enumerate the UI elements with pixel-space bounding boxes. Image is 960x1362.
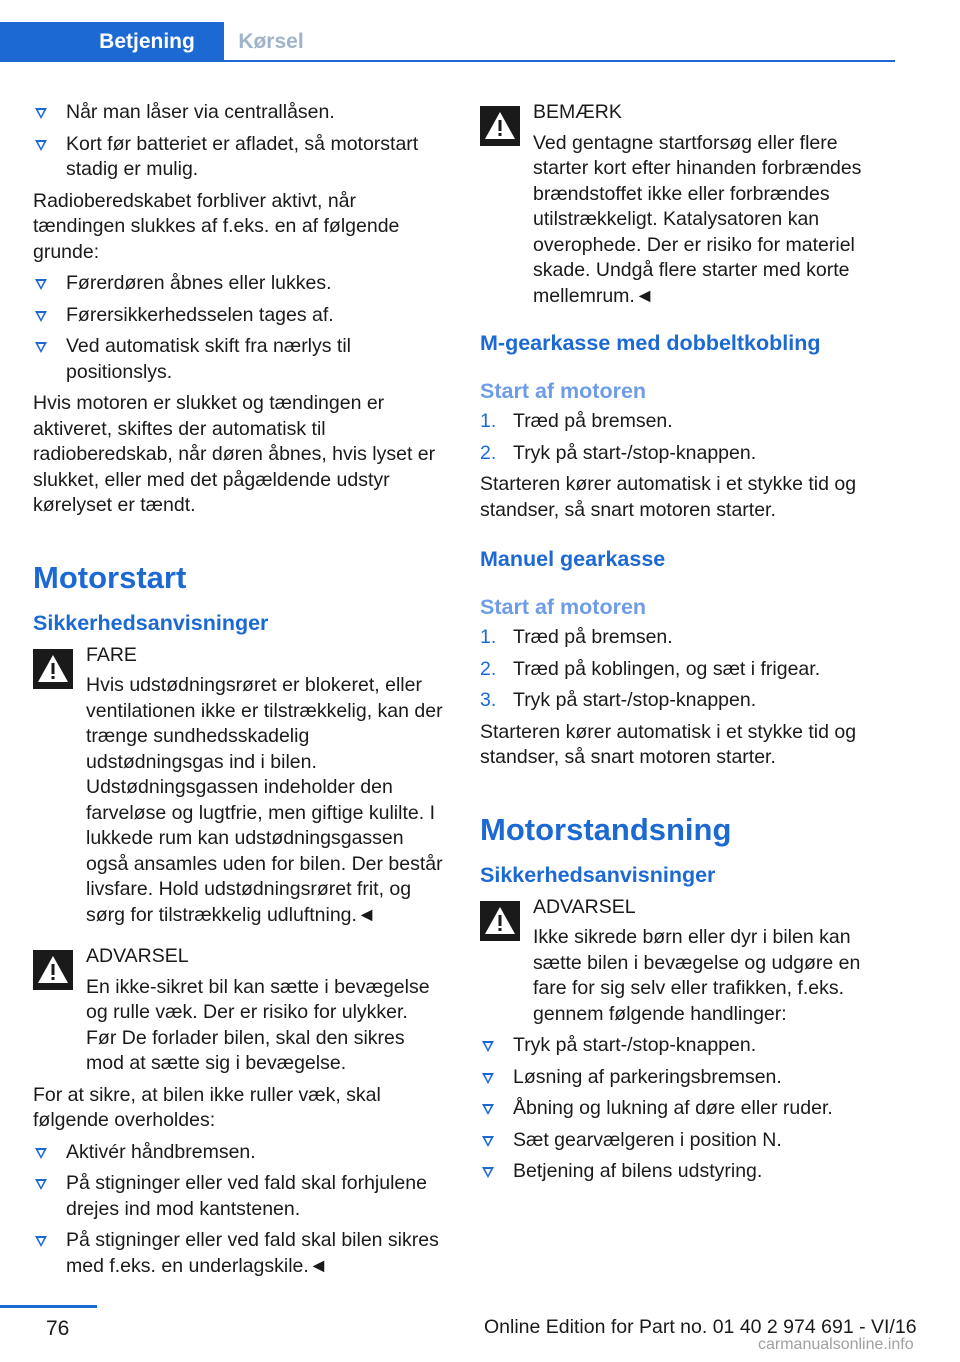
- triangle-bullet-icon: [482, 1167, 494, 1178]
- list-item: 1. Træd på bremsen.: [480, 626, 673, 648]
- notice-text: Ikke sikrede børn eller dyr i bilen kan sætte bilen i bevægelse og udgøre en fare for sig selv eller trafikken, f.eks. gennem følgende handlinger:: [533, 926, 861, 1025]
- triangle-bullet-icon: [482, 1073, 494, 1084]
- header-bar: [0, 0, 895, 62]
- bullet-list: [480, 1033, 890, 1185]
- warning-triangle-icon: [480, 901, 520, 941]
- notice-label: FARE: [86, 643, 137, 666]
- triangle-bullet-icon: [35, 311, 47, 322]
- tab-label: Betjening: [99, 30, 195, 53]
- section-title: Motorstart: [33, 559, 187, 595]
- warning-triangle-icon: [33, 950, 73, 990]
- tab-label: Kørsel: [238, 30, 304, 53]
- section-heading: Manuel gearkasse: [480, 547, 666, 571]
- tab-korsel[interactable]: [224, 22, 318, 60]
- list-item: 3. Tryk på start-/stop-knappen.: [480, 689, 757, 711]
- watermark: carmanualsonline.info: [758, 1336, 914, 1353]
- numbered-list: [480, 409, 890, 466]
- subsection-heading: Start af motoren: [480, 379, 647, 403]
- triangle-bullet-icon: [35, 1179, 47, 1190]
- list-item: På stigninger eller ved fald skal forhjulene drejes ind mod kantstenen.: [33, 1171, 443, 1222]
- list-item: Ved automatisk skift fra nærlys til positionslys.: [33, 334, 443, 385]
- warning-triangle-icon: [480, 106, 520, 146]
- notice-label: ADVARSEL: [533, 895, 636, 918]
- subsection-heading: Start af motoren: [480, 595, 647, 619]
- note-notice: [480, 100, 890, 309]
- list-item: Løsning af parkeringsbremsen.: [480, 1065, 890, 1091]
- triangle-bullet-icon: [35, 108, 47, 119]
- notice-text: En ikke-sikret bil kan sætte i bevægelse og rulle væk. Der er risiko for ulykker. Før De forlader bilen, skal den sikres mod at sætte sig i bevægelse.: [86, 975, 430, 1074]
- bullet-list: [33, 100, 443, 183]
- numbered-list: [480, 625, 890, 714]
- list-item: 1. Træd på bremsen.: [480, 410, 673, 432]
- triangle-bullet-icon: [35, 1236, 47, 1247]
- triangle-bullet-icon: [35, 342, 47, 353]
- warning-notice: [33, 944, 443, 1077]
- right-column: [480, 100, 890, 1185]
- tab-betjening[interactable]: [0, 22, 224, 60]
- triangle-bullet-icon: [35, 279, 47, 290]
- list-item: Aktivér håndbremsen.: [33, 1140, 443, 1166]
- list-item: Betjening af bilens udstyring.: [480, 1159, 890, 1185]
- header-divider: [0, 60, 895, 62]
- edition-text: Online Edition for Part no. 01 40 2 974 691 - VI/16: [484, 1316, 917, 1338]
- list-item: Åbning og lukning af døre eller ruder.: [480, 1096, 890, 1122]
- list-item: Førersikkerhedsselen tages af.: [33, 303, 443, 329]
- page-number: 76: [46, 1317, 70, 1340]
- danger-notice: [33, 643, 443, 929]
- paragraph: Radioberedskabet forbliver aktivt, når tændingen slukkes af f.eks. en af følgende grunde:: [33, 189, 400, 263]
- list-item: Når man låser via centrallåsen.: [33, 100, 443, 126]
- notice-label: ADVARSEL: [86, 945, 189, 967]
- notice-text: Ved gentagne startforsøg eller flere starter kort efter hinanden forbrændes brændstoffet ikke eller forbrændes utilstrækkeligt. Katalysatoren kan overophede. Der er risiko for materiel skade. Undgå flere starter med korte mellemrum.◄: [533, 131, 862, 307]
- section-title: Motorstandsning: [480, 811, 732, 847]
- notice-text: Hvis udstødningsrøret er blokeret, eller ventilationen ikke er tilstrækkelig, kan der trænge sundhedsskadelig udstødningsgas ind i bilen. Udstødningsgassen indeholder den farveløse og lugtfrie, men giftige kulilte. I lukkede rum kan udstødningsgassen også ansamles uden for bilen. Der består livsfare. Hold udstødningsrøret frit, og sørg for tilstrækkelig udluftning.◄: [86, 674, 443, 926]
- triangle-bullet-icon: [482, 1104, 494, 1115]
- triangle-bullet-icon: [35, 1148, 47, 1159]
- list-item: På stigninger eller ved fald skal bilen sikres med f.eks. en underlagskile.◄: [33, 1228, 443, 1279]
- warning-notice: [480, 895, 890, 1028]
- list-item: Sæt gearvælgeren i position N.: [480, 1128, 890, 1154]
- paragraph: Hvis motoren er slukket og tændingen er aktiveret, skiftes der automatisk til radioberedskab, når døren åbnes, hvis lyset er slukket, eller med det pågældende udstyr kørelyset er tændt.: [33, 392, 436, 516]
- list-item: 2. Tryk på start-/stop-knappen.: [480, 441, 757, 464]
- paragraph: Starteren kører automatisk i et stykke tid og standser, så snart motoren starter.: [480, 473, 857, 521]
- notice-label: BEMÆRK: [533, 101, 622, 123]
- triangle-bullet-icon: [482, 1041, 494, 1052]
- list-item: Kort før batteriet er afladet, så motorstart stadig er mulig.: [33, 132, 443, 183]
- subsection-title: Sikkerhedsanvisninger: [33, 610, 269, 635]
- warning-triangle-icon: [33, 649, 73, 689]
- bullet-list: [33, 1140, 443, 1280]
- bullet-list: [33, 271, 443, 385]
- paragraph: For at sikre, at bilen ikke ruller væk, skal følgende overholdes:: [33, 1083, 381, 1131]
- section-heading: M-gearkasse med dobbeltkobling: [480, 331, 821, 355]
- footer-divider: [0, 1305, 97, 1308]
- paragraph: Starteren kører automatisk i et stykke tid og standser, så snart motoren starter.: [480, 720, 857, 768]
- triangle-bullet-icon: [482, 1136, 494, 1147]
- subsection-title: Sikkerhedsanvisninger: [480, 862, 716, 887]
- list-item: Tryk på start-/stop-knappen.: [480, 1033, 890, 1059]
- triangle-bullet-icon: [35, 140, 47, 151]
- list-item: Førerdøren åbnes eller lukkes.: [33, 271, 443, 297]
- list-item: 2. Træd på koblingen, og sæt i frigear.: [480, 657, 821, 680]
- left-column: [33, 100, 443, 1279]
